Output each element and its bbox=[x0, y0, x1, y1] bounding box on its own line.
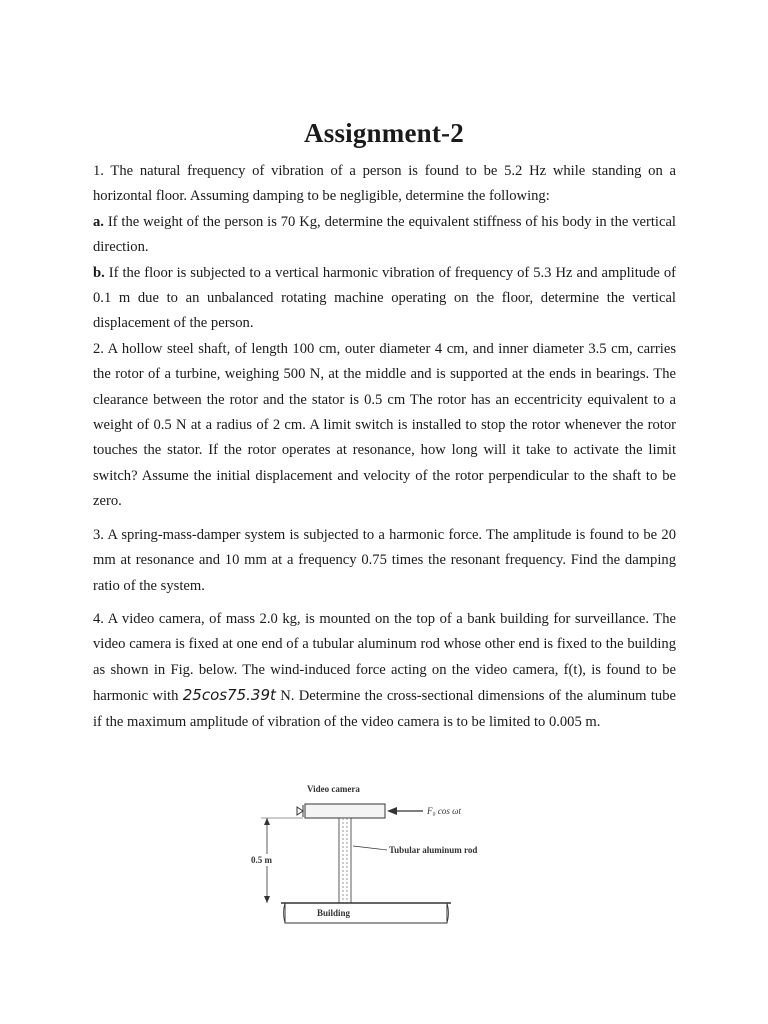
assignment-body bbox=[93, 159, 676, 735]
question-4-text-before: 4. A video camera, of mass 2.0 kg, is mounted on the top of a bank building for surveillance. The video camera is fixed at one end of a tubular aluminum rod whose other end is fixed to the building as shown in Fig. below. The wind-induced force acting on the video camera, f(t), is found to be harmonic with bbox=[93, 610, 676, 705]
question-3: 3. A spring-mass-damper system is subjected to a harmonic force. The amplitude is found to be 20 mm at resonance and 10 mm at a frequency 0.75 times the resonant frequency. Find the damping ratio of the system. bbox=[93, 526, 676, 594]
page-title: Assignment-2 bbox=[304, 118, 464, 148]
figure-camera-label: Video camera bbox=[307, 784, 360, 794]
force-arrow-head bbox=[387, 807, 397, 815]
question-1b-text: If the floor is subjected to a vertical harmonic vibration of frequency of 5.3 Hz and amplitude of 0.1 m due to an unbalanced rotating machine operating on the floor, determine the vertical displacement of the person. bbox=[93, 264, 676, 332]
question-1a-label: a. bbox=[93, 213, 104, 230]
question-1b-label: b. bbox=[93, 264, 105, 281]
question-1-intro: 1. The natural frequency of vibration of a person is found to be 5.2 Hz while standing on a horizontal floor. Assuming damping to be negligible, determine the following: bbox=[93, 163, 676, 205]
question-2: 2. A hollow steel shaft, of length 100 cm, outer diameter 4 cm, and inner diameter 3.5 cm, carries the rotor of a turbine, weighing 500 N, at the middle and is supported at the ends in bearings. The clearance between the rotor and the stator is 0.5 cm The rotor has an eccentricity equivalent to a weight of 0.5 N at a radius of 2 cm. A limit switch is installed to stop the rotor whenever the rotor touches the stator. If the rotor operates at resonance, how long will it take to activate the limit switch? Assume the initial displacement and velocity of the rotor perpendicular to the shaft to be zero. bbox=[93, 340, 676, 510]
building-block bbox=[285, 903, 447, 923]
question-1a bbox=[93, 210, 676, 261]
figure-rod-label: Tubular aluminum rod bbox=[389, 845, 478, 855]
question-4 bbox=[93, 607, 676, 735]
figure-diagram bbox=[245, 778, 525, 928]
camera-lens-icon bbox=[297, 807, 303, 815]
dimension-arrow-down bbox=[264, 896, 270, 903]
dimension-arrow-up bbox=[264, 818, 270, 825]
question-4-text-after: N. Determine the cross-sectional dimensions of the aluminum tube if the maximum amplitude of vibration of the video camera is to be limited to 0.005 m. bbox=[93, 688, 676, 730]
figure-building-label: Building bbox=[317, 908, 351, 918]
camera-rod-figure bbox=[245, 778, 525, 928]
aluminum-rod bbox=[339, 818, 351, 903]
rod-label-leader bbox=[353, 846, 387, 850]
video-camera-body bbox=[305, 804, 385, 818]
figure-height-label: 0.5 m bbox=[251, 855, 272, 865]
force-formula: 25cos75.39t bbox=[182, 686, 276, 705]
figure-force-label: F₀ cos ωt bbox=[427, 806, 461, 816]
question-1a-text: If the weight of the person is 70 Kg, determine the equivalent stiffness of his body in the vertical direction. bbox=[93, 213, 676, 256]
question-1b bbox=[93, 261, 676, 337]
